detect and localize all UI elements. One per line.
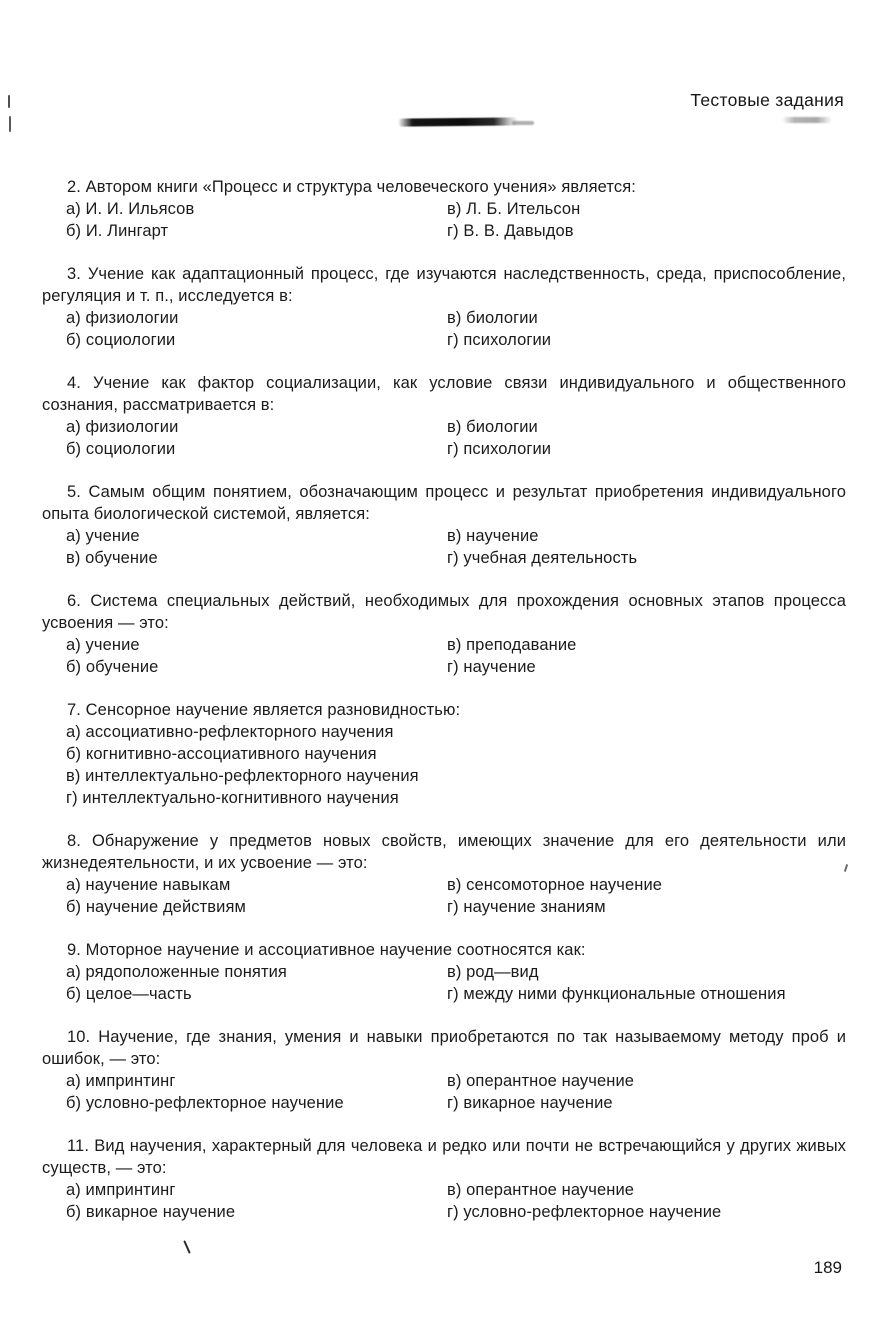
option: б) целое—часть [66,985,192,1003]
option: в) сенсомоторное научение [447,876,663,894]
options-left-column [66,874,447,918]
option: в) научение [447,527,539,545]
question-number: 2. [67,178,81,196]
question-text [42,372,846,416]
question-body: Моторное научение и ассоциативное научение соотносятся как: [85,941,586,959]
option: а) импринтинг [66,1181,176,1199]
options-left-column [66,1179,447,1223]
option: в) интеллектуально-рефлекторного научения [66,767,419,785]
option: г) викарное научение [447,1094,613,1112]
options-right-column [447,307,846,351]
answer-options [42,416,846,460]
option: г) психологии [447,440,552,458]
question-text [42,699,846,721]
option: в) биологии [447,418,538,436]
option: а) рядоположенные понятия [66,963,287,981]
ink-smudge-artifact [512,121,534,125]
option: в) преподавание [447,636,577,654]
options-right-column [447,1179,846,1223]
question-body: Обнаружение у предметов новых свойств, имеющих значение для его деятельности или жизнедеятельности, и их усвоение — это: [42,832,847,872]
question-number: 11. [67,1137,90,1155]
scan-mark-artifact [9,116,11,132]
options-right-column [447,525,846,569]
option: а) учение [66,527,140,545]
question-block-3 [42,263,846,351]
question-text [42,830,846,874]
question-body: Автором книги «Процесс и структура человеческого учения» является: [85,178,636,196]
running-header: Тестовые задания [690,90,844,110]
question-number: 7. [67,701,81,719]
question-text [42,263,846,307]
answer-options [42,525,846,569]
question-body: Сенсорное научение является разновидностью: [85,701,461,719]
question-block-2 [42,176,846,242]
option: б) обучение [66,658,159,676]
question-number: 5. [67,483,81,501]
question-body: Система специальных действий, необходимых для прохождения основных этапов процесса усвоения — это: [42,592,846,632]
answer-options [42,721,846,809]
question-block-8 [42,830,846,918]
option: б) социологии [66,331,176,349]
question-text [42,939,846,961]
option: б) викарное научение [66,1203,236,1221]
scan-mark-artifact [8,95,10,108]
option: г) между ними функциональные отношения [447,985,786,1003]
question-body: Учение как фактор социализации, как условие связи индивидуального и общественного сознания, рассматривается в: [42,374,846,414]
question-body: Учение как адаптационный процесс, где изучаются наследственность, среда, приспособление, регуляция и т. п., исследуется в: [42,265,847,305]
question-number: 10. [67,1028,91,1046]
option: а) учение [66,636,140,654]
answer-options [42,874,846,918]
options-left-column [66,634,447,678]
question-block-9 [42,939,846,1005]
options-right-column [447,961,846,1005]
question-text [42,176,846,198]
question-body: Самым общим понятием, обозначающим процесс и результат приобретения индивидуального опыта биологической системой, является: [42,483,846,523]
question-block-11 [42,1135,846,1223]
question-number: 8. [67,832,81,850]
page-number: 189 [813,1258,842,1277]
scan-smudge-artifact [782,117,832,123]
option: г) В. В. Давыдов [447,222,574,240]
option: г) условно-рефлекторное научение [447,1203,722,1221]
options-left-column [66,198,447,242]
option: в) обучение [66,549,158,567]
option: б) условно-рефлекторное научение [66,1094,344,1112]
option: г) интеллектуально-когнитивного научения [66,789,399,807]
option: а) И. И. Ильясов [66,200,195,218]
option: в) Л. Б. Ительсон [447,200,581,218]
options-left-column [66,307,447,351]
option: а) ассоциативно-рефлекторного научения [66,723,394,741]
question-number: 4. [67,374,81,392]
option: б) научение действиям [66,898,246,916]
answer-options [42,307,846,351]
questions-list [42,176,846,1244]
question-text [42,1026,846,1070]
question-block-7 [42,699,846,809]
option: б) И. Лингарт [66,222,169,240]
options-left-column [66,416,447,460]
question-text [42,1135,846,1179]
option: а) импринтинг [66,1072,176,1090]
option: а) физиологии [66,309,179,327]
question-number: 3. [67,265,81,283]
question-number: 9. [67,941,81,959]
option: г) учебная деятельность [447,549,638,567]
option: а) физиологии [66,418,179,436]
options-left-column [66,961,447,1005]
question-number: 6. [67,592,81,610]
options-left-column [66,525,447,569]
option: г) научение знаниям [447,898,606,916]
question-body: Вид научения, характерный для человека и редко или почти не встречающийся у других живых существ, — это: [42,1137,846,1177]
question-body: Научение, где знания, умения и навыки приобретаются по так называемому методу проб и ошибок, — это: [42,1028,847,1068]
answer-options [42,198,846,242]
answer-options [42,634,846,678]
question-block-5 [42,481,846,569]
option: г) научение [447,658,536,676]
question-block-10 [42,1026,846,1114]
option: в) оперантное научение [447,1181,635,1199]
answer-options [42,961,846,1005]
question-text [42,590,846,634]
answer-options [42,1070,846,1114]
option: а) научение навыкам [66,876,231,894]
options-right-column [447,198,846,242]
question-text [42,481,846,525]
options-right-column [447,1070,846,1114]
question-block-6 [42,590,846,678]
option: б) социологии [66,440,176,458]
answer-options [42,1179,846,1223]
option: в) род—вид [447,963,539,981]
options-right-column [447,416,846,460]
option: в) биологии [447,309,538,327]
ink-smudge-artifact [398,117,518,126]
options-right-column [447,874,846,918]
options-left-column [66,1070,447,1114]
options-right-column [447,634,846,678]
option: в) оперантное научение [447,1072,635,1090]
option: г) психологии [447,331,552,349]
option: б) когнитивно-ассоциативного научения [66,745,377,763]
question-block-4 [42,372,846,460]
